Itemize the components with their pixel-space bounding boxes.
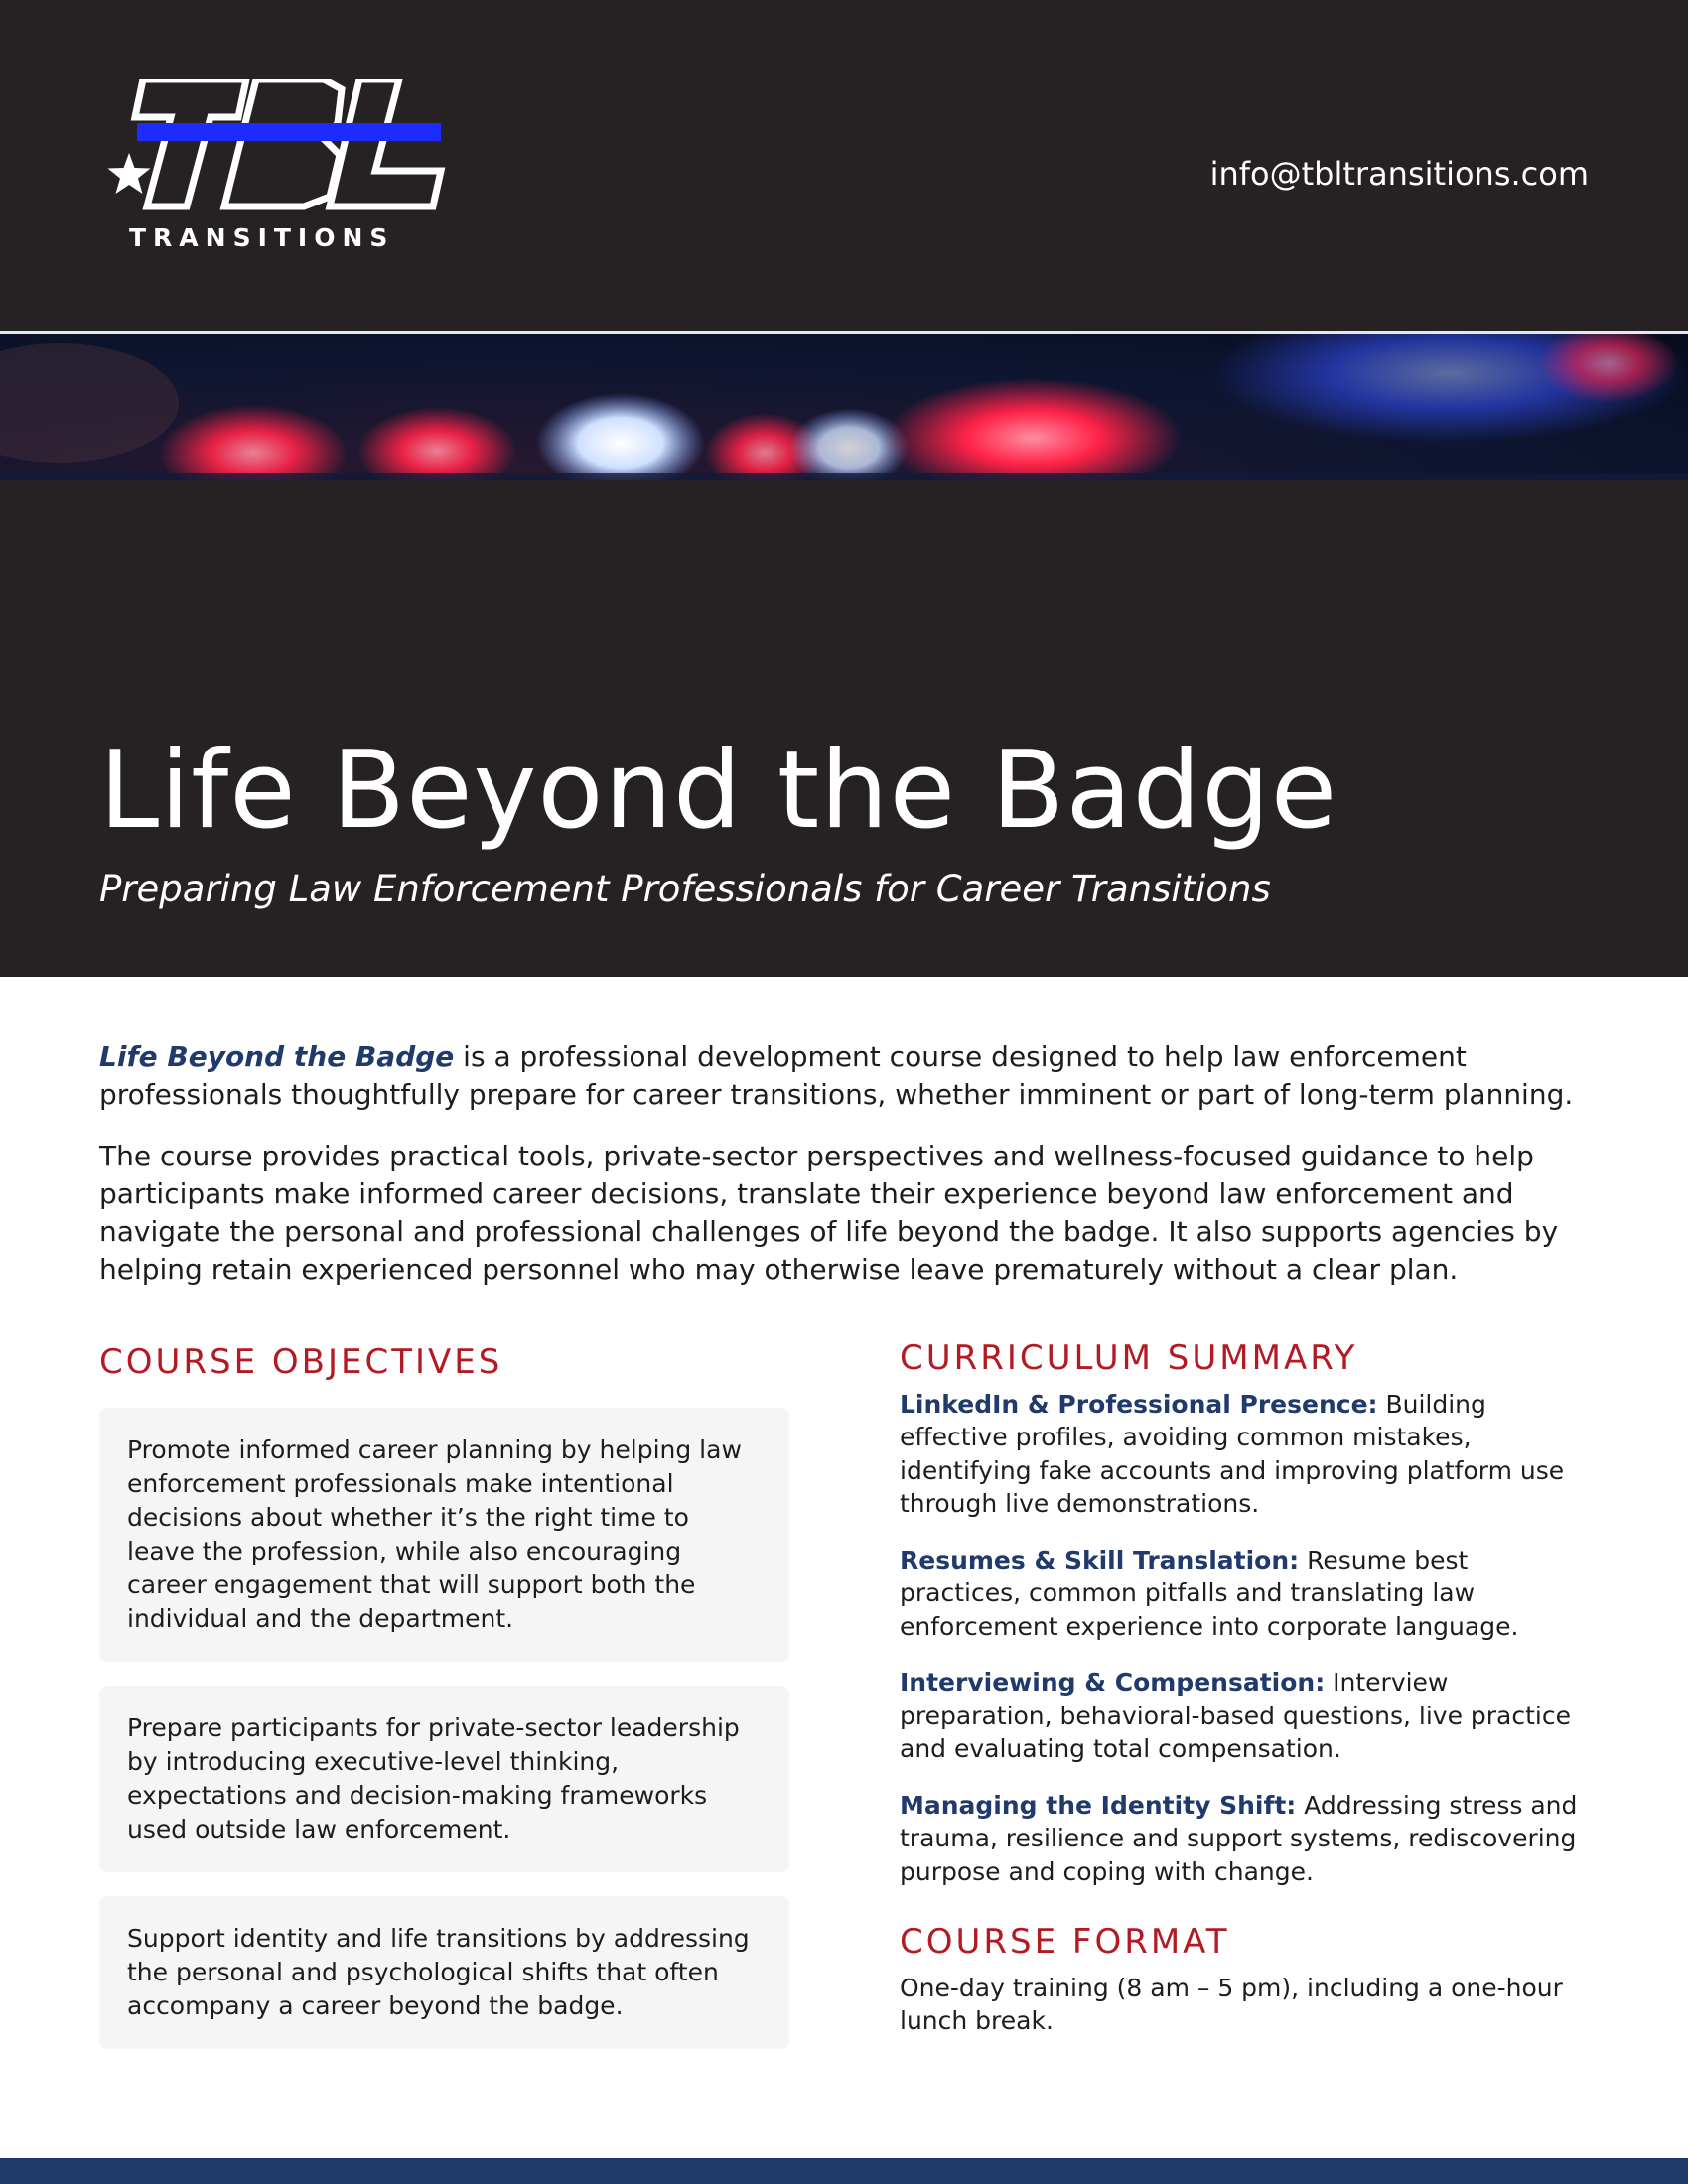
police-lights-banner [0,334,1688,480]
footer-bar [0,2158,1688,2184]
contact-email[interactable]: info@tbltransitions.com [1209,155,1589,193]
objective-card: Support identity and life transitions by addressing the personal and psychological shifts that often accompany a career beyond the badge. [99,1896,789,2049]
objective-card: Promote informed career planning by helping law enforcement professionals make intentional decisions about whether it’s the right time to leave the profession, while also encouraging career engagement that will support both the individual and the department. [99,1408,789,1662]
course-objectives-section [99,1342,789,2073]
logo-subtext: TRANSITIONS [129,223,395,252]
course-format-text: One-day training (8 am – 5 pm), including a one-hour lunch break. [900,1973,1563,2035]
page-subtitle: Preparing Law Enforcement Professionals for Career Transitions [99,868,1271,910]
intro-paragraph-1 [99,1038,1589,1114]
curriculum-item [900,1388,1595,1521]
objective-card: Prepare participants for private-sector leadership by introducing executive-level thinking, expectations and decision-making frameworks used outside law enforcement. [99,1686,789,1872]
course-format-heading: COURSE FORMAT [900,1922,1230,1962]
curriculum-summary-heading: CURRICULUM SUMMARY [900,1338,1358,1378]
curriculum-section [900,1338,1595,2061]
curriculum-item-title: Managing the Identity Shift: [900,1790,1297,1820]
curriculum-item-text: Building effective profiles, avoiding common mistakes, identifying fake accounts and improving platform use through live demonstrations. [900,1389,1565,1518]
curriculum-item [900,1666,1595,1766]
curriculum-item [900,1789,1595,1889]
police-lights-image [0,334,1688,480]
curriculum-item-title: Resumes & Skill Translation: [900,1545,1300,1574]
intro-paragraph-1-text: is a professional development course designed to help law enforcement professionals thoughtfully prepare for career transitions, whether imminent or part of long-term planning. [99,1040,1574,1111]
tbl-transitions-logo [99,79,477,258]
curriculum-item-title: Interviewing & Compensation: [900,1668,1326,1697]
star-icon [108,153,151,194]
curriculum-item-text: Addressing stress and trauma, resilience and support systems, rediscovering purpose and coping with change. [900,1790,1578,1886]
page-title: Life Beyond the Badge [99,729,1338,853]
course-name-emphasis: Life Beyond the Badge [99,1040,455,1073]
curriculum-item-text: Interview preparation, behavioral-based questions, live practice and evaluating total compensation. [900,1668,1572,1763]
intro-section [99,1038,1589,1312]
header [0,0,1688,331]
course-objectives-heading: COURSE OBJECTIVES [99,1342,503,1382]
curriculum-item [900,1544,1595,1644]
curriculum-item-text: Resume best practices, common pitfalls and translating law enforcement experience into corporate language. [900,1545,1519,1641]
intro-paragraph-2: The course provides practical tools, private-sector perspectives and wellness-focused guidance to help participants make informed career decisions, translate their experience beyond law enforcement and navigate the personal and professional challenges of life beyond the badge. It also supports agencies by helping retain experienced personnel who may otherwise leave prematurely without a clear plan. [99,1140,1559,1286]
curriculum-item-title: LinkedIn & Professional Presence: [900,1389,1378,1419]
